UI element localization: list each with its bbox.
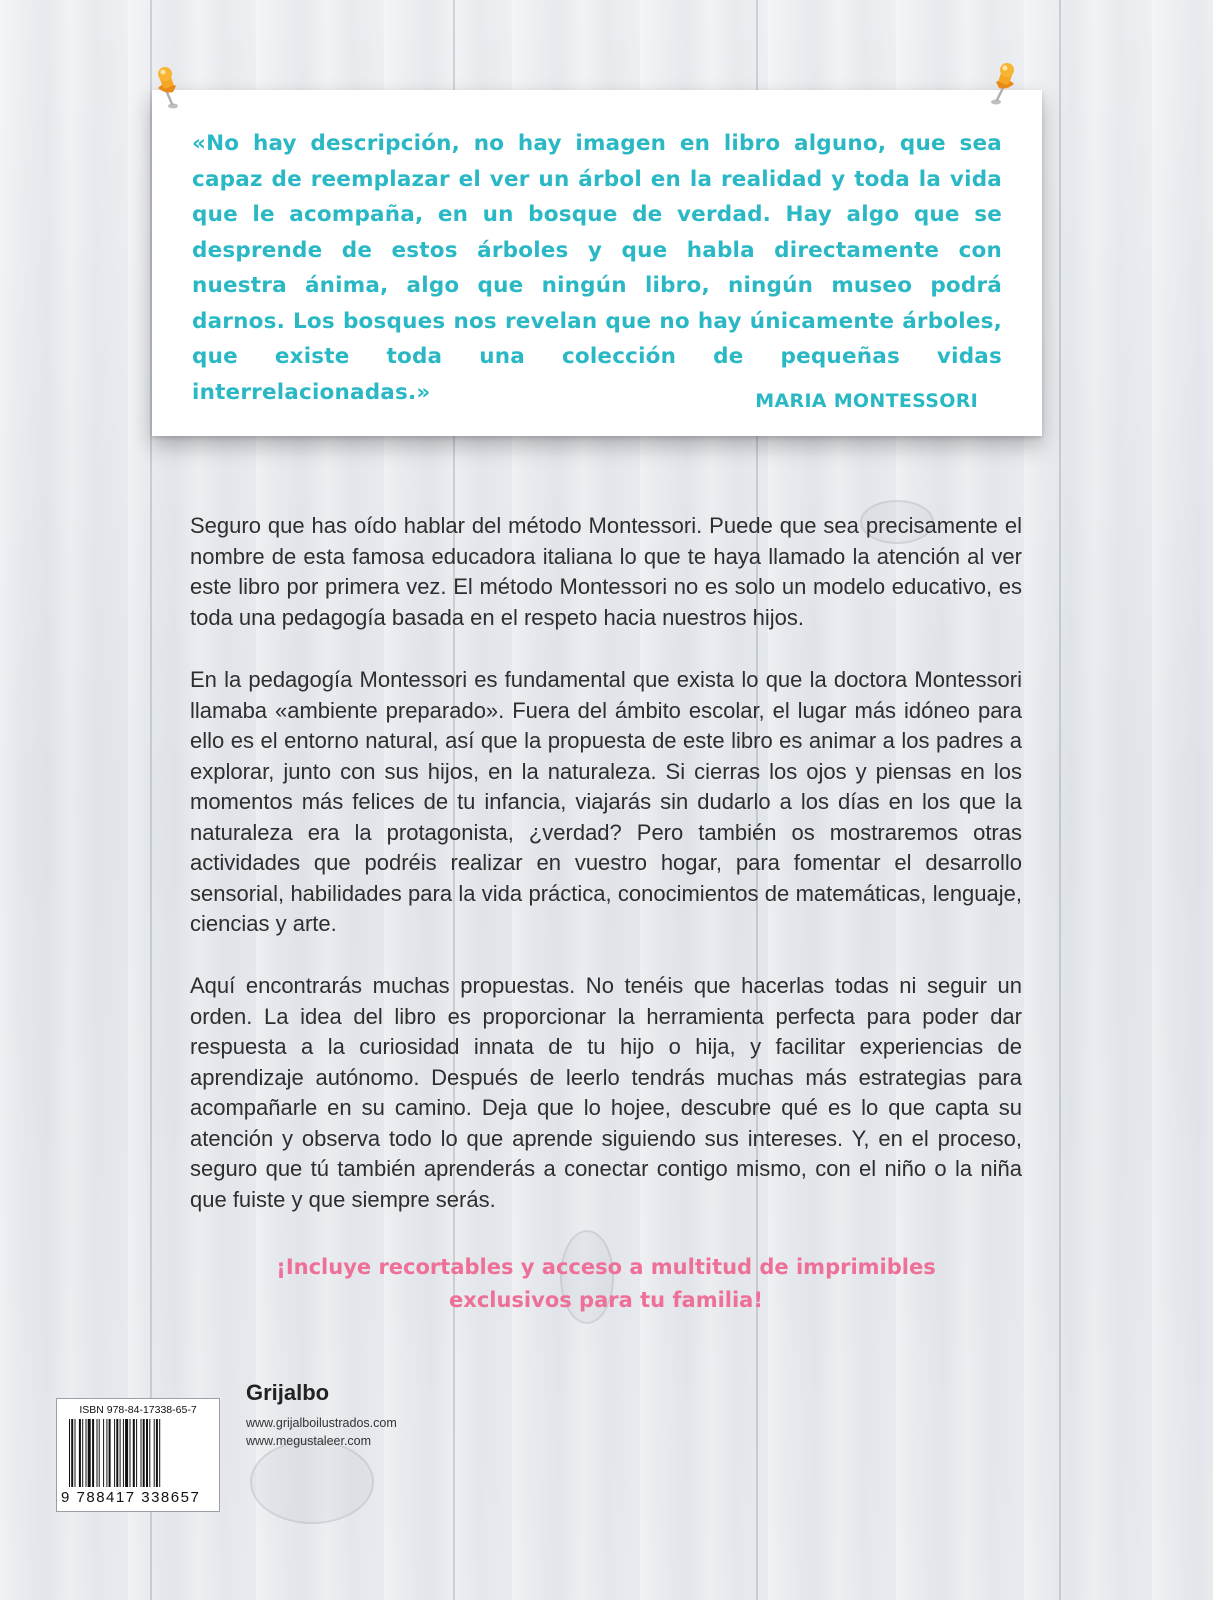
barcode-bar bbox=[141, 1419, 142, 1487]
barcode-bar bbox=[159, 1419, 160, 1487]
barcode-bar bbox=[123, 1419, 124, 1487]
barcode-bar bbox=[149, 1419, 150, 1487]
quote-author: MARIA MONTESSORI bbox=[755, 390, 978, 412]
barcode-bar bbox=[114, 1419, 115, 1487]
barcode-bar bbox=[75, 1419, 76, 1487]
quote-card bbox=[152, 90, 1042, 436]
wood-knot bbox=[250, 1440, 374, 1524]
barcode-bar bbox=[97, 1419, 98, 1487]
promo-line: exclusivos para tu familia! bbox=[449, 1288, 763, 1312]
promo-line: ¡Incluye recortables y acceso a multitud de imprimibles bbox=[276, 1255, 936, 1279]
promo-text bbox=[190, 1251, 1022, 1317]
barcode-bar bbox=[82, 1419, 83, 1487]
pushpin-icon bbox=[152, 66, 188, 114]
publisher-name: Grijalbo bbox=[246, 1380, 330, 1405]
isbn-barcode-box bbox=[56, 1398, 220, 1512]
barcode-bar bbox=[143, 1419, 145, 1487]
barcode-bar bbox=[136, 1419, 137, 1487]
barcode-bar bbox=[92, 1419, 94, 1487]
barcode-bar bbox=[116, 1419, 118, 1487]
barcode-bar bbox=[99, 1419, 100, 1487]
pushpin-icon bbox=[984, 62, 1020, 110]
barcode-bar bbox=[71, 1419, 73, 1487]
barcode bbox=[69, 1419, 213, 1487]
barcode-bar bbox=[79, 1419, 81, 1487]
barcode-bar bbox=[103, 1419, 104, 1487]
barcode-bar bbox=[125, 1419, 128, 1487]
body-paragraph: Seguro que has oído hablar del método Montessori. Puede que sea precisamente el nombre de esta famosa educadora italiana lo que te haya llamado la atención al ver este libro por primera vez. El método Montessori no es solo un modelo educativo, es toda una pedagogía basada en el respeto hacia nuestros hijos. bbox=[190, 513, 1022, 630]
barcode-bar bbox=[146, 1419, 148, 1487]
barcode-bar bbox=[130, 1419, 131, 1487]
body-paragraph: Aquí encontrarás muchas propuestas. No tenéis que hacerlas todas ni seguir un orden. La idea del libro es proporcionar la herramienta perfecta para poder dar respuesta a la curiosidad innata de tu hijo o hija, y facilitar experiencias de aprendizaje autónomo. Después de leerlo tendrás muchas más estrategias para acompañarle en su camino. Deja que lo hojee, descubre qué es lo que capta su atención y observa todo lo que aprende siguiendo sus intereses. Y, en el proceso, seguro que tú también aprenderás a conectar contigo mismo, con el niño o la niña que fuiste y que siempre serás. bbox=[190, 973, 1022, 1212]
barcode-bar bbox=[120, 1419, 121, 1487]
barcode-bar bbox=[109, 1419, 111, 1487]
barcode-bar bbox=[69, 1419, 70, 1487]
barcode-bar bbox=[106, 1419, 107, 1487]
isbn-digits: 9 788417 338657 bbox=[61, 1489, 201, 1506]
barcode-bar bbox=[133, 1419, 135, 1487]
quote-text: «No hay descripción, no hay imagen en libro alguno, que sea capaz de reemplazar el ver un árbol en la realidad y toda la vida que le acompaña, en un bosque de verdad. Hay algo que se desprende de estos árboles y que habla directamente con nuestra ánima, algo que ningún libro, ningún museo podrá darnos. Los bosques nos revelan que no hay únicamente árboles, que existe toda una colección de pequeñas vidas interrelacionadas.» bbox=[192, 131, 1002, 405]
body-paragraph: En la pedagogía Montessori es fundamental que exista lo que la doctora Montessori llamaba «ambiente preparado». Fuera del ámbito escolar, el lugar más idóneo para ello es el entorno natural, así que la propuesta de este libro es animar a los padres a explorar, junto con sus hijos, en la naturaleza. Si cierras los ojos y piensas en los momentos más felices de tu infancia, viajarás sin dudarlo a los días en los que la naturaleza era la protagonista, ¿verdad? Pero también os mostraremos otras actividades que podréis realizar en vuestro hogar, para fomentar el desarrollo sensorial, habilidades para la vida práctica, conocimientos de matemáticas, lenguaje, ciencias y arte. bbox=[190, 667, 1022, 936]
barcode-bar bbox=[154, 1419, 155, 1487]
publisher-url[interactable]: www.megustaleer.com bbox=[246, 1434, 372, 1448]
publisher-url[interactable]: www.grijalboilustrados.com bbox=[246, 1416, 397, 1430]
barcode-bar bbox=[156, 1419, 158, 1487]
barcode-bar bbox=[88, 1419, 91, 1487]
barcode-bar bbox=[86, 1419, 87, 1487]
isbn-label: ISBN 978-84-17338-65-7 bbox=[79, 1404, 197, 1416]
